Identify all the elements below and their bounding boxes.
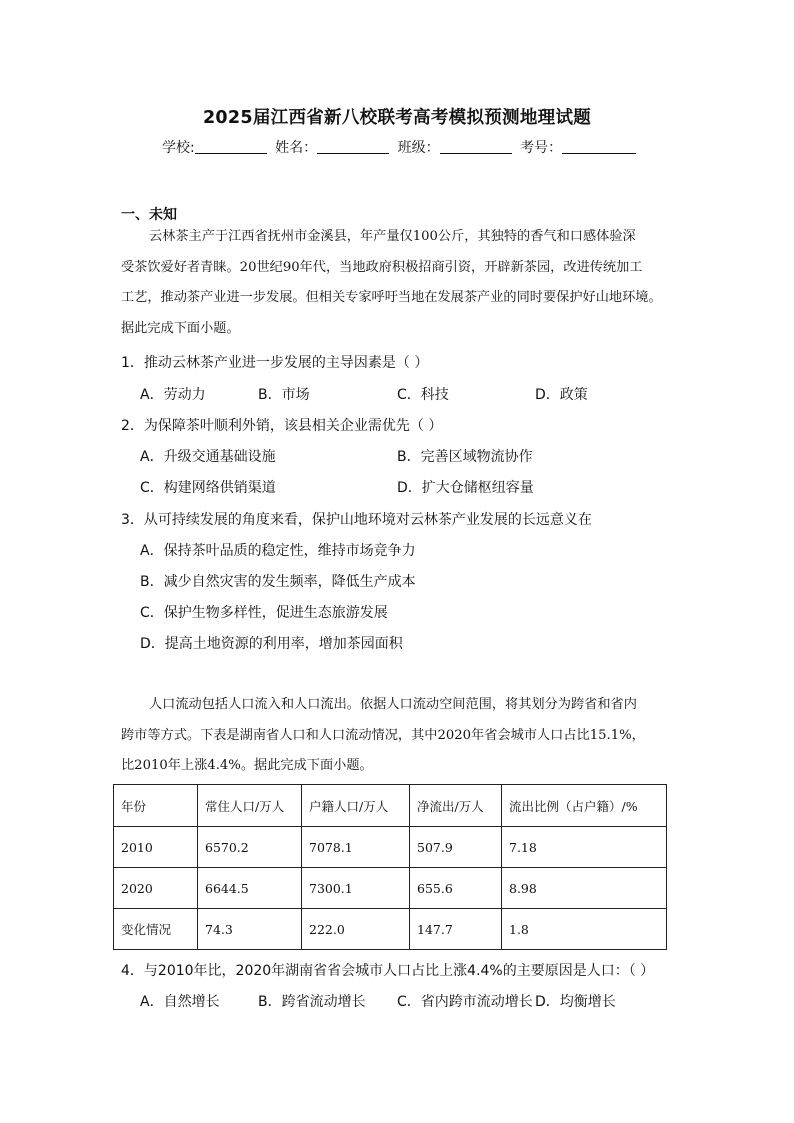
table-cell: 507.9 [410, 827, 502, 868]
table-cell: 7.18 [502, 827, 667, 868]
class-label: 班级： [397, 140, 440, 156]
passage-line: 工艺，推动茶产业进一步发展。但相关专家呼吁当地在发展茶产业的同时要保护好山地环境。 [121, 290, 662, 305]
q3-option-a[interactable]: A．保持茶叶品质的稳定性，维持市场竞争力 [140, 543, 416, 559]
table-cell: 655.6 [410, 868, 502, 909]
question-1-stem: 1．推动云林茶产业进一步发展的主导因素是（ ） [121, 355, 429, 371]
table-cell: 74.3 [198, 909, 302, 950]
question-3-stem: 3．从可持续发展的角度来看，保护山地环境对云林茶产业发展的长远意义在 [121, 512, 592, 528]
q2-option-b[interactable]: B．完善区域物流协作 [397, 449, 533, 465]
school-label: 学校: [162, 140, 195, 156]
passage-line: 跨市等方式。下表是湖南省人口和人口流动情况，其中2020年省会城市人口占比15.1%， [121, 727, 645, 743]
name-blank[interactable] [317, 139, 389, 154]
section-heading: 一、未知 [121, 207, 177, 223]
q4-option-d[interactable]: D．均衡增长 [535, 994, 616, 1010]
table-cell: 2020 [114, 868, 198, 909]
class-blank[interactable] [440, 139, 512, 154]
passage-line: 云林茶主产于江西省抚州市金溪县，年产量仅100公斤，其独特的香气和口感体验深 [149, 229, 636, 244]
q3-option-c[interactable]: C．保护生物多样性，促进生态旅游发展 [140, 605, 388, 621]
table-cell: 7300.1 [302, 868, 410, 909]
q1-option-d[interactable]: D．政策 [535, 387, 588, 403]
passage-tea [121, 222, 676, 344]
name-label: 姓名： [275, 140, 318, 156]
table-header-cell: 常住人口/万人 [198, 785, 302, 827]
table-cell: 147.7 [410, 909, 502, 950]
table-header-cell: 净流出/万人 [410, 785, 502, 827]
q4-option-b[interactable]: B．跨省流动增长 [258, 994, 366, 1010]
q2-option-d[interactable]: D．扩大仓储枢纽容量 [397, 480, 534, 496]
q1-option-b[interactable]: B．市场 [258, 387, 310, 403]
table-cell: 6570.2 [198, 827, 302, 868]
table-cell: 2010 [114, 827, 198, 868]
table-cell: 222.0 [302, 909, 410, 950]
q4-option-a[interactable]: A．自然增长 [140, 994, 220, 1010]
question-4-stem: 4．与2010年比，2020年湖南省省会城市人口占比上涨4.4%的主要原因是人口：（ ） [121, 963, 655, 979]
table-header-cell: 户籍人口/万人 [302, 785, 410, 827]
passage-population [121, 690, 676, 782]
exam-title: 2025届江西省新八校联考高考模拟预测地理试题 [202, 108, 592, 128]
passage-line: 比2010年上涨4.4%。据此完成下面小题。 [121, 758, 373, 773]
table-row [114, 909, 667, 950]
q4-option-c[interactable]: C．省内跨市流动增长 [397, 994, 533, 1010]
q2-option-c[interactable]: C．构建网络供销渠道 [140, 480, 276, 496]
q1-option-c[interactable]: C．科技 [397, 387, 449, 403]
q3-option-d[interactable]: D．提高土地资源的利用率，增加茶园面积 [140, 636, 403, 652]
table-header-cell: 年份 [114, 785, 198, 827]
id-blank[interactable] [562, 139, 636, 154]
q3-option-b[interactable]: B．减少自然灾害的发生频率，降低生产成本 [140, 574, 416, 590]
school-blank[interactable] [195, 139, 267, 154]
table-cell: 变化情况 [114, 909, 198, 950]
passage-line: 受茶饮爱好者青睐。20世纪90年代，当地政府积极招商引资，开辟新茶园，改进传统加工 [121, 259, 643, 275]
question-2-stem: 2．为保障茶叶顺利外销，该县相关企业需优先（ ） [121, 418, 443, 434]
table-header-cell: 流出比例（占户籍）/% [502, 785, 667, 827]
student-info-line [162, 137, 640, 157]
table-cell: 8.98 [502, 868, 667, 909]
table-row [114, 827, 667, 868]
id-label: 考号： [520, 140, 563, 156]
passage-line: 人口流动包括人口流入和人口流出。依据人口流动空间范围，将其划分为跨省和省内 [149, 697, 637, 712]
population-table [113, 784, 667, 950]
table-cell: 1.8 [502, 909, 667, 950]
table-cell: 7078.1 [302, 827, 410, 868]
table-header-row [114, 785, 667, 827]
q1-option-a[interactable]: A．劳动力 [140, 387, 206, 403]
passage-line: 据此完成下面小题。 [121, 320, 240, 336]
q2-option-a[interactable]: A．升级交通基础设施 [140, 449, 276, 465]
table-row [114, 868, 667, 909]
table-cell: 6644.5 [198, 868, 302, 909]
